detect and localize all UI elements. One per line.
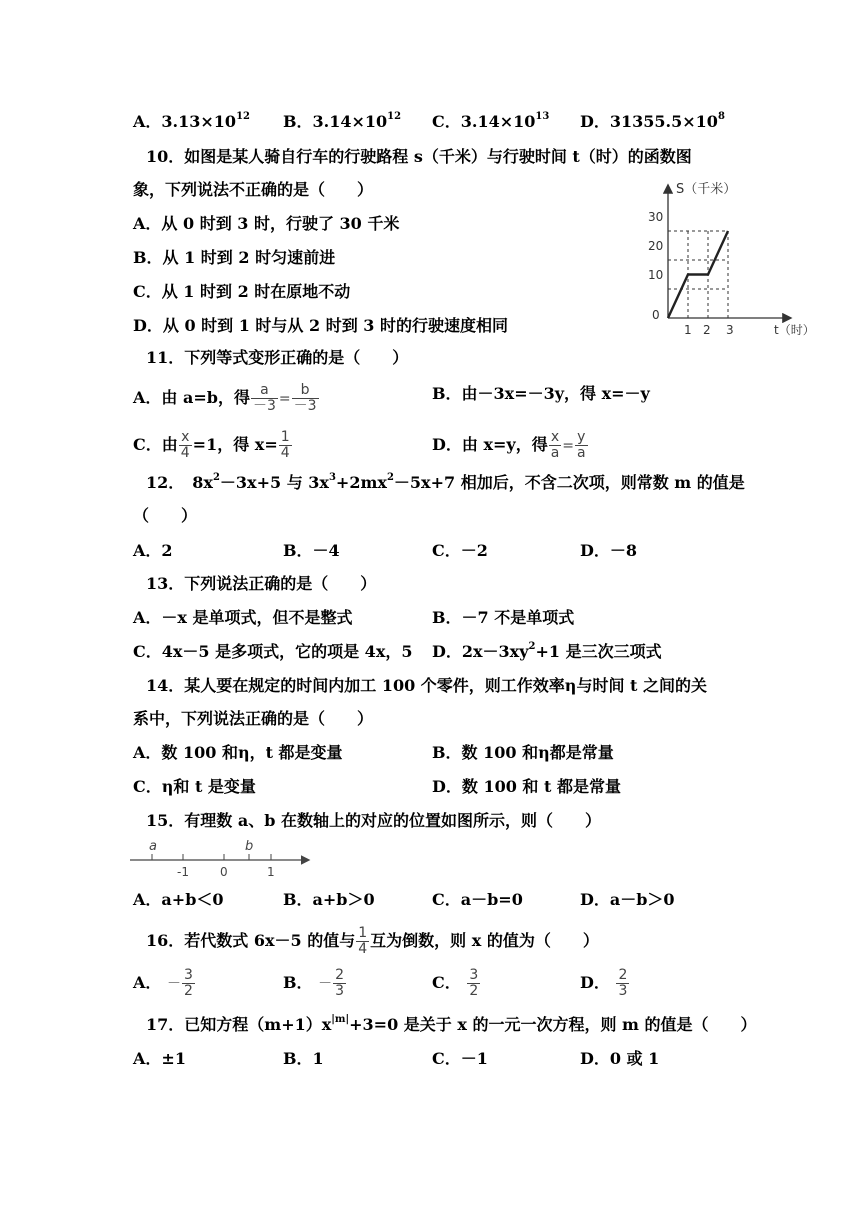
x-axis-label: t（时） [774, 323, 815, 337]
q15-stem: 15．有理数 a、b 在数轴上的对应的位置如图所示，则（ ） [146, 811, 601, 830]
q15-option-d: D．a－b＞0 [580, 890, 675, 909]
tick-1: 1 [267, 865, 275, 879]
origin-label: 0 [652, 308, 660, 322]
q14-option-d: D．数 100 和 t 都是常量 [432, 777, 621, 796]
x-tick-2: 2 [703, 323, 711, 337]
q14-stem-line2: 系中，下列说法正确的是（ ） [133, 709, 374, 728]
q13-option-a: A．－x 是单项式，但不是整式 [133, 608, 353, 627]
y-tick-10: 10 [648, 268, 664, 282]
q12-option-c: C．－2 [432, 541, 488, 560]
q11-option-d: D．由 x=y，得 $\frac{x}{a}$ = $\frac{y}{a}$ [432, 429, 586, 461]
distance-line [668, 231, 728, 318]
q12-option-b: B．－4 [283, 541, 340, 560]
q15-option-a: A．a+b＜0 [133, 890, 224, 909]
q9-option-d: D．$31355.5\times 10^8$ [580, 111, 725, 131]
q12-option-a: A．2 [133, 541, 173, 560]
x-tick-1: 1 [684, 323, 692, 337]
q13-stem: 13．下列说法正确的是（ ） [146, 574, 377, 593]
q17-option-d: D．0 或 1 [580, 1049, 660, 1068]
q10-stem-line1: 10．如图是某人骑自行车的行驶路程 s（千米）与行驶时间 t（时）的函数图 [146, 147, 692, 166]
q15-option-b: B．a+b＞0 [283, 890, 375, 909]
q11-option-a: A．由 a=b，得 $\frac{a}{-3}$ = $\frac{b}{-3}$ [133, 382, 317, 414]
x-tick-3: 3 [726, 323, 734, 337]
q14-stem-line1: 14．某人要在规定的时间内加工 100 个零件，则工作效率η与时间 t 之间的关 [146, 676, 707, 695]
q16-option-c: C． $\frac{3}{2}$ [432, 967, 479, 999]
q11-stem: 11．下列等式变形正确的是（ ） [146, 348, 409, 367]
q9-option-a: A．$3.13\times 10^{12}$ [133, 111, 250, 131]
q16-option-a: A． － $\frac{3}{2}$ [133, 967, 193, 999]
point-a-label: a [149, 839, 157, 854]
q12-stem-line2: （ ） [133, 506, 198, 525]
q14-option-b: B．数 100 和η都是常量 [432, 743, 614, 762]
q10-stem-line2: 象，下列说法不正确的是（ ） [133, 180, 374, 199]
tick-0: 0 [220, 865, 228, 879]
point-b-label: b [245, 839, 254, 854]
q16-stem: 16．若代数式 6x－5 的值与 $\frac{1}{4}$ 互为倒数，则 x 的值为（ ） [146, 925, 599, 957]
tick-minus-1: -1 [177, 865, 189, 879]
y-tick-30: 30 [648, 210, 664, 224]
q16-option-d: D． $\frac{2}{3}$ [580, 967, 628, 999]
q11-option-b: B．由－3x=－3y，得 x=－y [432, 384, 650, 403]
q14-option-c: C．η和 t 是变量 [133, 777, 256, 796]
q15-option-c: C．a－b=0 [432, 890, 523, 909]
q9-option-b: B．$3.14\times 10^{12}$ [283, 111, 402, 131]
q13-option-b: B．－7 不是单项式 [432, 608, 575, 627]
number-line [128, 836, 318, 880]
q11-option-c: C．由 $\frac{x}{4}$ =1，得 x= $\frac{1}{4}$ [133, 429, 290, 461]
q10-option-c: C．从 1 时到 2 时在原地不动 [133, 282, 351, 301]
q16-option-b: B． － $\frac{2}{3}$ [283, 967, 345, 999]
q12-option-d: D．－8 [580, 541, 638, 560]
q17-option-c: C．－1 [432, 1049, 488, 1068]
q17-option-a: A．±1 [133, 1049, 186, 1068]
q10-option-d: D．从 0 时到 1 时与从 2 时到 3 时的行驶速度相同 [133, 316, 508, 335]
q17-option-b: B．1 [283, 1049, 324, 1068]
y-tick-20: 20 [648, 239, 664, 253]
q13-option-c: C．4x－5 是多项式，它的项是 4x，5 [133, 642, 413, 661]
distance-time-graph [640, 178, 820, 343]
q9-option-c: C．$3.14\times 10^{13}$ [432, 111, 550, 131]
q17-stem: 17．已知方程$(m+1)x^{|m|}+3=0$ 是关于 x 的一元一次方程，则 m 的值是（ ） [146, 1014, 757, 1034]
y-axis-label: S（千米） [676, 182, 737, 197]
q14-option-a: A．数 100 和η，t 都是变量 [133, 743, 343, 762]
q10-option-b: B．从 1 时到 2 时匀速前进 [133, 248, 336, 267]
q10-option-a: A．从 0 时到 3 时，行驶了 30 千米 [133, 214, 400, 233]
q13-option-d: D．$2x-3xy^2+1$ 是三次三项式 [432, 641, 662, 661]
q12-stem-line1: 12． $8x^2-3x+5$ 与 $3x^3+2mx^2-5x+7$ 相加后，不含二次项，则常数 m 的值是 [146, 472, 745, 492]
